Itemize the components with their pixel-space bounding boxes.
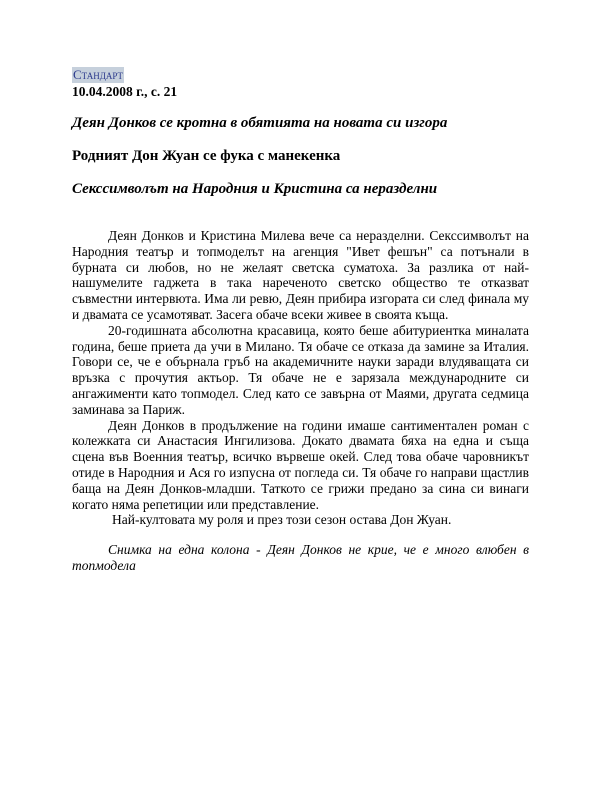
paragraph: Деян Донков в продължение на години имаше сантиментален роман с колежката си Анастасия Ингилизова. Докато двамата бяха на една и съща сцена във Военния театър, всичко вървеше окей. След това обаче чаровникът отиде в Народния и Ася го изпусна от погледа си. Тя обаче го направи щастлив баща на Деян Донков-младши. Таткото се грижи предано за сина си винаги когато няма репетиции или представление. xyxy=(72,417,529,512)
paragraph: Деян Донков и Кристина Милева вече са неразделни. Секссимволът на Народния театър и топмоделът на агенция "Ивет фешън" са потънали в бурната си любов, но не желаят светска суматоха. За разлика от най-нашумелите гаджета в така нареченото светско общество те отказват съвместни интервюта. Има ли ревю, Деян прибира изгората си след финала му и двамата се усамотяват. Засега обаче всеки живее в своята къща. xyxy=(72,228,529,322)
article-page xyxy=(72,66,529,574)
paragraph: Най-култовата му роля и през този сезон остава Дон Жуан. xyxy=(112,512,452,528)
article-title: Родният Дон Жуан се фука с манекенка xyxy=(72,148,341,164)
paragraph: 20-годишната абсолютна красавица, която беше абитуриентка миналата година, беше приета да учи в Милано. Тя обаче се отказа да замине за Италия. Говори се, че е обърнала гръб на академичните науки заради влудяващата си връзка с прочутия актьор. Тя обаче не е зарязала международните си ангажименти като топмодел. След като се завърна от Маями, другата седмица заминава за Париж. xyxy=(72,322,529,417)
headline: Деян Донков се кротна в обятията на новата си изгора xyxy=(72,115,448,131)
photo-caption: Снимка на една колона - Деян Донков не крие, че е много влюбен в топмодела xyxy=(72,542,529,573)
article-body xyxy=(72,228,529,528)
newspaper-source[interactable]: Стандарт xyxy=(73,67,123,82)
dateline: 10.04.2008 г., с. 21 xyxy=(72,84,178,99)
article-subtitle: Секссимволът на Народния и Кристина са неразделни xyxy=(72,181,438,197)
